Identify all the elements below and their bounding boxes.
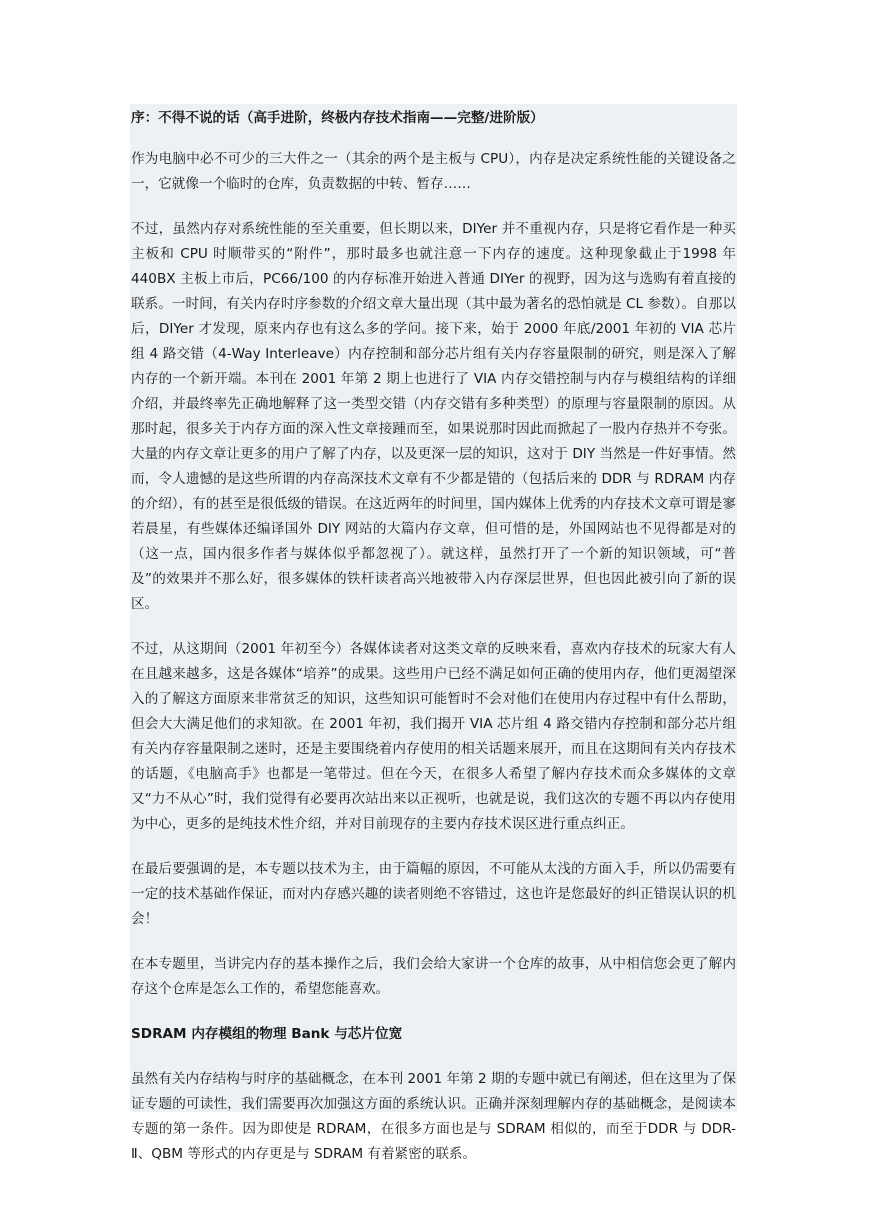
paragraph-warehouse: 在本专题里，当讲完内存的基本操作之后，我们会给大家讲一个仓库的故事，从中相信您会更了解内存这个仓库是怎么工作的，希望您能喜欢。 bbox=[131, 956, 736, 997]
document-content bbox=[131, 106, 736, 1187]
paragraph-history: 不过，虽然内存对系统性能的至关重要，但长期以来，DIYer 并不重视内存，只是将它看作是一种买主板和 CPU 时顺带买的“附件”，那时最多也就注意一下内存的速度。这种现象截止于1998 年 440BX 主板上市后，PC66/100 的内存标准开始进入普通 DIYer 的视野，因为这与选购有着直接的联系。一时间，有关内存时序参数的介绍文章大量出现（其中最为著名的恐怕就是 CL 参数）。自那以后，DIYer 才发现，原来内存也有这么多的学问。接下来，始于 2000 年底/2001 年初的 VIA 芯片组 4 路交错（4-Way Interleave）内存控制和部分芯片组有关内存容量限制的研究，则是深入了解内存的一个新开端。本刊在 2001 年第 2 期上也进行了 VIA 内存交错控制与内存与模组结构的详细介绍，并最终率先正确地解释了这一类型交错（内存交错有多种类型）的原理与容量限制的原因。从那时起，很多关于内存方面的深入性文章接踵而至，如果说那时因此而掀起了一股内存热并不夸张。大量的内存文章让更多的用户了解了内存，以及更深一层的知识，这对于 DIY 当然是一件好事情。然而，令人遗憾的是这些所谓的内存高深技术文章有不少都是错的（包括后来的 DDR 与 RDRAM 内存的介绍），有的甚至是很低级的错误。在这近两年的时间里，国内媒体上优秀的内存技术文章可谓是寥若晨星，有些媒体还编译国外 DIY 网站的大篇内存文章，但可惜的是，外国网站也不见得都是对的（这一点，国内很多作者与媒体似乎都忽视了）。就这样，虽然打开了一个新的知识领域，可“普及”的效果并不那么好，很多媒体的铁杆读者高兴地被带入内存深层世界，但也因此被引向了新的误区。 bbox=[131, 221, 736, 612]
paragraph-readers: 不过，从这期间（2001 年初至今）各媒体读者对这类文章的反映来看，喜欢内存技术的玩家大有人在且越来越多，这是各媒体“培养”的成果。这些用户已经不满足如何正确的使用内存，他们更渴望深入的了解这方面原来非常贫乏的知识，这些知识可能暂时不会对他们在使用内存过程中有什么帮助，但会大大满足他们的求知欲。在 2001 年初，我们揭开 VIA 芯片组 4 路交错内存控制和部分芯片组有关内存容量限制之迷时，还是主要围绕着内存使用的相关话题来展开，而且在这期间有关内存技术的话题，《电脑高手》也都是一笔带过。但在今天，在很多人希望了解内存技术而众多媒体的文章又“力不从心”时，我们觉得有必要再次站出来以正视听，也就是说，我们这次的专题不再以内存使用为中心，更多的是纯技术性介绍，并对目前现存的主要内存技术误区进行重点纠正。 bbox=[131, 641, 736, 832]
document-title: 序：不得不说的话（高手进阶，终极内存技术指南——完整/进阶版） bbox=[131, 110, 544, 126]
paragraph-intro: 作为电脑中必不可少的三大件之一（其余的两个是主板与 CPU），内存是决定系统性能的关键设备之一，它就像一个临时的仓库，负责数据的中转、暂存…… bbox=[131, 151, 736, 192]
paragraph-emphasis: 在最后要强调的是，本专题以技术为主，由于篇幅的原因，不可能从太浅的方面入手，所以仍需要有一定的技术基础作保证，而对内存感兴趣的读者则绝不容错过，这也许是您最好的纠正错误认识的机会！ bbox=[131, 861, 736, 927]
section-heading: SDRAM 内存模组的物理 Bank 与芯片位宽 bbox=[131, 1026, 403, 1042]
paragraph-section-intro: 虽然有关内存结构与时序的基础概念，在本刊 2001 年第 2 期的专题中就已有阐述，但在这里为了保证专题的可读性，我们需要再次加强这方面的系统认识。正确并深刻理解内存的基础概念，是阅读本专题的第一条件。因为即使是 RDRAM，在很多方面也是与 SDRAM 相似的，而至于DDR 与 DDR-Ⅱ、QBM 等形式的内存更是与 SDRAM 有着紧密的联系。 bbox=[131, 1071, 736, 1162]
